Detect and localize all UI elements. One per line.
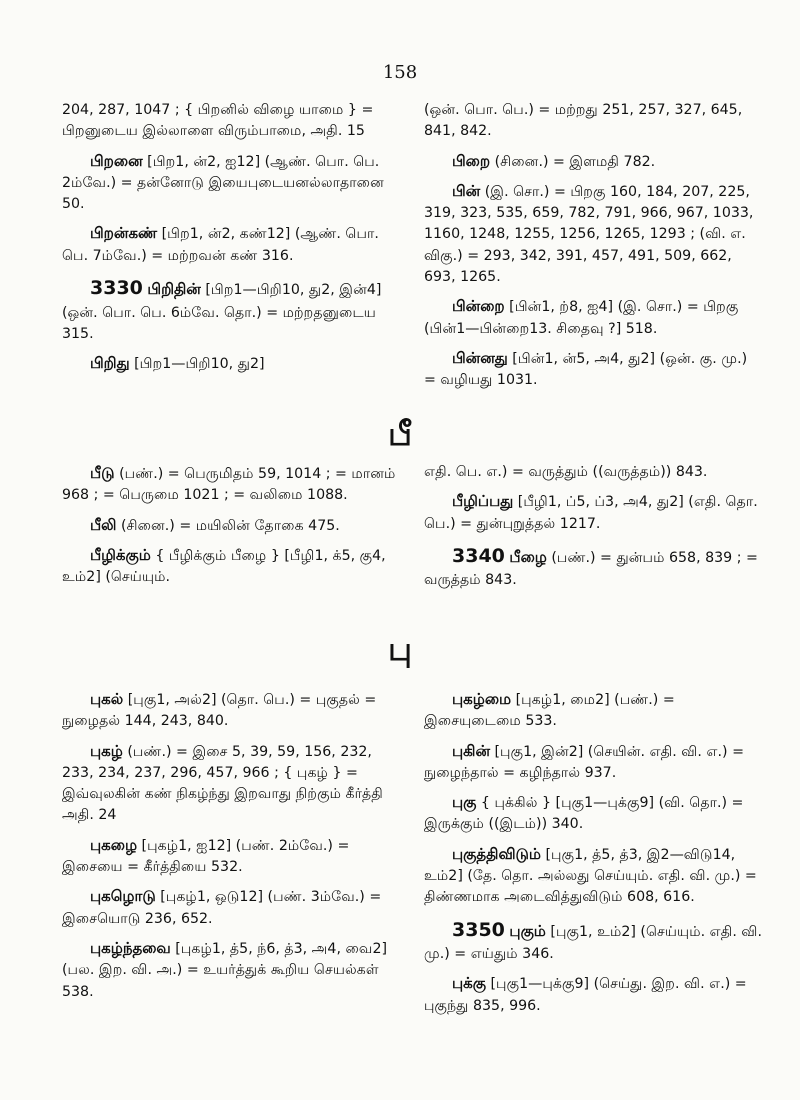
- dictionary-entry: [62, 514, 400, 537]
- headword: பின்னது: [452, 348, 508, 367]
- headword: புகழொடு: [90, 887, 156, 906]
- definition: [பிற1—பிறி10, து2, இன்4] (ஒன். பொ. பெ. 6ம்வே. தொ.) = மற்றதனுடைய 315.: [62, 282, 382, 342]
- dictionary-entry: [62, 740, 400, 827]
- headword: பீழை: [509, 547, 547, 566]
- headword: பீழிப்பது: [452, 492, 514, 511]
- dictionary-entry: [424, 295, 762, 340]
- dictionary-entry: [424, 150, 762, 173]
- dictionary-entry: [424, 972, 762, 1017]
- definition: [புகு1, உம்2] (செய்யும். எதி. வி. மு.) = எய்தும் 346.: [424, 923, 762, 963]
- dictionary-entry: [62, 100, 400, 143]
- definition: { பீழிக்கும் பீழை } [பீழி1, க்5, கு4, உம்2] (செய்யும்.: [62, 547, 386, 586]
- dictionary-entry: [424, 843, 762, 909]
- headword: புகும்: [509, 921, 546, 940]
- definition: [புகழ்1, த்5, ந்6, த்3, அ4, வை2] (பல. இற. வி. அ.) = உயர்த்துக் கூறிய செயல்கள் 538.: [62, 940, 388, 1000]
- headword: பிறன்கண்: [90, 224, 158, 243]
- definition: (ஒன். பொ. பெ.) = மற்றது 251, 257, 327, 645, 841, 842.: [424, 102, 743, 140]
- headword: பீலி: [90, 515, 117, 534]
- headword: பீழிக்கும்: [90, 545, 151, 564]
- definition: [புகு1, அல்2] (தொ. பெ.) = புகுதல் = நுழைதல் 144, 243, 840.: [62, 692, 377, 730]
- definition: [பிற1—பிறி10, து2]: [134, 356, 265, 373]
- definition: [பின்1, ன்5, அ4, து2] (ஒன். கு. மு.) = வழியது 1031.: [424, 350, 748, 389]
- definition: [புகழ்1, ஐ12] (பண். 2ம்வே.) = இசையை = கீர்த்தியை 532.: [62, 837, 350, 876]
- definition: [பின்1, ற்8, ஐ4] (இ. சொ.) = பிறகு (பின்1—பின்றை13. சிதைவு ?] 518.: [424, 299, 739, 337]
- left-column: [62, 688, 400, 1024]
- right-column: [424, 100, 762, 399]
- dictionary-entry: [424, 462, 762, 483]
- dictionary-entry: [62, 150, 400, 216]
- section-pu: [62, 688, 762, 1024]
- headword: புகு: [452, 793, 477, 812]
- headword: புகழ்ந்தவை: [90, 938, 171, 957]
- left-column: [62, 100, 400, 399]
- dictionary-entry: [62, 274, 400, 345]
- definition: (பண்.) = பெருமிதம் 59, 1014 ; = மானம் 968 ; = பெருமை 1021 ; = வலிமை 1088.: [62, 466, 396, 504]
- dictionary-entry: [424, 180, 762, 288]
- entry-number: 3340: [452, 544, 505, 567]
- definition: (சினை.) = மயிலின் தோகை 475.: [120, 517, 340, 534]
- right-column: [424, 462, 762, 599]
- headword: பிறிது: [90, 354, 130, 373]
- dictionary-entry: [62, 222, 400, 267]
- entry-number: 3350: [452, 918, 505, 941]
- headword: பிறை: [452, 151, 491, 170]
- headword: பீடு: [90, 464, 115, 482]
- dictionary-entry: [424, 100, 762, 143]
- letter-heading-pu: பு: [388, 630, 412, 668]
- dictionary-entry: [62, 937, 400, 1003]
- dictionary-entry: [62, 462, 400, 507]
- right-column: [424, 688, 762, 1024]
- dictionary-entry: [62, 544, 400, 589]
- headword: பின்றை: [452, 297, 505, 316]
- definition: (பண்.) = இசை 5, 39, 59, 156, 232, 233, 234, 237, 296, 457, 966 ; { புகழ் } = இவ்வுலகின் கண் நிகழ்ந்து இறவாது நிற்கும் கீர்த்தி அதி. 24: [62, 743, 383, 824]
- dictionary-entry: [424, 347, 762, 392]
- definition: [புகு1—புக்கு9] (செய்து. இற. வி. எ.) = புகுந்து 835, 996.: [424, 976, 747, 1014]
- dictionary-entry: [424, 490, 762, 535]
- definition: [புகு1, இன்2] (செயின். எதி. வி. எ.) = நுழைந்தால் = கழிந்தால் 937.: [424, 743, 744, 781]
- dictionary-entry: [62, 352, 400, 375]
- definition: [பிற1, ன்2, கண்12] (ஆண். பொ. பெ. 7ம்வே.) = மற்றவன் கண் 316.: [62, 226, 379, 264]
- headword: புகல்: [90, 690, 124, 708]
- dictionary-entry: [424, 740, 762, 785]
- headword: புகின்: [452, 741, 490, 760]
- headword: புகழ்: [90, 741, 123, 760]
- headword: பிறனை: [90, 151, 143, 170]
- section-pi: [62, 100, 762, 399]
- definition: 204, 287, 1047 ; { பிறனில் விழை யாமை } = பிறனுடைய இல்லாளை விரும்பாமை, அதி. 15: [62, 102, 374, 140]
- definition: [பீழி1, ப்5, ப்3, அ4, து2] (எதி. தொ. பெ.) = துன்புறுத்தல் 1217.: [424, 494, 758, 532]
- headword: பிறிதின்: [147, 280, 201, 299]
- definition: { புக்கில் } [புகு1—புக்கு9] (வி. தொ.) = இருக்கும் ((இடம்)) 340.: [424, 795, 744, 833]
- definition: [பிற1, ன்2, ஐ12] (ஆண். பொ. பெ. 2ம்வே.) = தன்னோடு இயைபுடையனல்லாதானை 50.: [62, 153, 384, 213]
- definition: [புகழ்1, மை2] (பண்.) = இசையுடைமை 533.: [424, 692, 675, 730]
- left-column: [62, 462, 400, 599]
- dictionary-entry: [424, 688, 762, 733]
- dictionary-entry: [424, 916, 762, 966]
- dictionary-entry: [62, 834, 400, 879]
- dictionary-entry: [62, 688, 400, 733]
- section-pee: [62, 462, 762, 599]
- definition: (இ. சொ.) = பிறகு 160, 184, 207, 225, 319, 323, 535, 659, 782, 791, 966, 967, 1033, 1160, 1248, 1255, 1256, 1265, 1293 ; (வி. எ. விகு.) = 293, 342, 391, 457, 491, 509, 662, 693, 1265.: [424, 183, 754, 286]
- definition: [புகு1, த்5, த்3, இ2—விடு14, உம்2] (தே. தொ. அல்லது செய்யும். எதி. வி. மு.) = திண்ணமாக அடைவித்துவிடும் 608, 616.: [424, 846, 757, 906]
- dictionary-entry: [424, 542, 762, 592]
- page-number: 158: [382, 62, 418, 83]
- definition: (சினை.) = இளமதி 782.: [494, 153, 656, 170]
- letter-heading-pee: பீ: [388, 415, 412, 453]
- headword: பின்: [452, 181, 481, 200]
- definition: (பண்.) = துன்பம் 658, 839 ; = வருத்தம் 843.: [424, 549, 758, 589]
- dictionary-entry: [62, 885, 400, 930]
- definition: [புகழ்1, ஒடு12] (பண். 3ம்வே.) = இசையொடு 236, 652.: [62, 889, 382, 927]
- headword: புகுத்திவிடும்: [452, 844, 541, 863]
- headword: புகழை: [90, 835, 138, 854]
- entry-number: 3330: [90, 277, 143, 300]
- definition: எதி. பெ. எ.) = வருத்தும் ((வருத்தம்)) 843.: [424, 464, 708, 480]
- dictionary-entry: [424, 791, 762, 836]
- headword: புக்கு: [452, 974, 486, 993]
- headword: புகழ்மை: [452, 690, 512, 708]
